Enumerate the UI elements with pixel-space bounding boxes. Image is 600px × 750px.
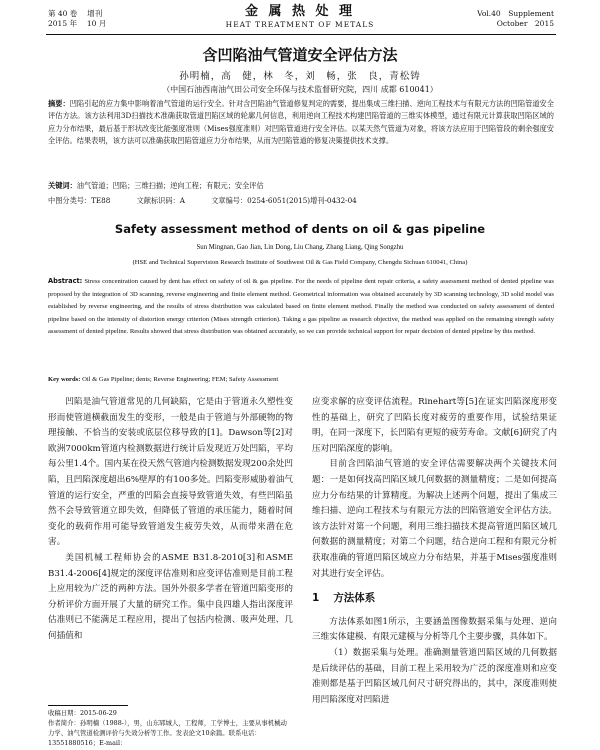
keywords-cn-label: 关键词： <box>48 181 77 190</box>
body-paragraph: 应变求解的应变评估流程。Rinehart等[5]在证实凹陷深度形变性的基础上，研究了凹陷长度对疲劳的重要作用，试验结果证明，在同一深度下，长凹陷有更短的疲劳寿命。文献[6]研究了内压对凹陷深度的影响。 <box>312 397 557 454</box>
classification-line <box>48 195 554 207</box>
footnote-rule <box>48 705 128 706</box>
received-date: 收稿日期：2015-06-29 <box>48 709 117 717</box>
body-column-left <box>48 395 293 645</box>
keywords-cn <box>48 180 554 192</box>
abstract-cn-label: 摘要： <box>48 99 70 108</box>
article-number: 文章编号：0254-6051(2015)增刊-0432-04 <box>211 196 357 205</box>
footnote <box>48 708 293 748</box>
clc-number: 中图分类号：TE88 <box>48 196 111 205</box>
keywords-en-text: Oil & Gas Pipeline; dents; Reverse Engineering; FEM; Safety Assessment <box>82 376 279 383</box>
header-volume: 第 40 卷 增刊 <box>48 9 103 18</box>
abstract-en-text: Stress concentration caused by dent has effect on safety of oil & gas pipeline. For the needs of pipeline dent repair criteria, a safety assessment method of dented pipeline was proposed by the integration of 3D scanning, reverse engineering and finite element method. Geometrical information was obtained accurately by 3D scanning technology, 3D solid model was established by reverse engineering, and the results of stress distribution was calculated based on finite element method. Finally the method was conducted on safety assessment of dented pipeline based on the intensity of distortion energy criterion (Mises strength criterion). Taking a gas pipeline as research objective, the method was applied on the remaining strength safety assessment of dented pipeline. Results showed that stress distribution was obtained accurately, so we can provide technical support for repair decision of dented pipeline by this method. <box>48 278 554 336</box>
affiliation-en: (HSE and Technical Supervision Research Institute of Southwest Oil & Gas Field Company, Chengdu Sichuan 610041, China) <box>132 259 468 266</box>
journal-name-cn: 金 属 热 处 理 <box>244 4 356 19</box>
body-column-right <box>312 395 557 708</box>
abstract-en-label: Abstract: <box>48 277 83 285</box>
section-title: 方法体系 <box>333 592 376 605</box>
body-paragraph: 目前含凹陷油气管道的安全评估需要解决两个关键技术问题：一是如何找高凹陷区域几何数据的测量精度；二是如何提高应力分布结果的计算精度。为解决上述两个问题，提出了集成三维扫描、逆向工程技术与有限元方法的凹陷管道安全评估方法。该方法针对第一个问题，利用三维扫描技术提高管道凹陷区域几何数据的测量精度；对第二个问题，结合逆向工程和有限元分析获取准确的管道凹陷区域应力分布结果，并基于Mises强度准则对其进行安全评估。 <box>312 459 557 579</box>
header-rule <box>46 34 556 35</box>
body-paragraph: （1）数据采集与处理。准确测量管道凹陷区域的几何数据是后续评估的基础，目前工程上采用较为广泛的深度准则和应变准则都是基于凹陷区域几何尺寸研究得出的，其中，深度准则使用凹陷深度对凹陷进 <box>312 647 557 705</box>
header-date-en: October 2015 <box>496 19 554 28</box>
abstract-cn <box>48 98 554 148</box>
abstract-cn-text: 凹陷引起的应力集中影响着油气管道的运行安全。针对含凹陷油气管道修复判定的需要，提出集成三维扫描、逆向工程技术与有限元方法的凹陷管道安全评估方法。该方法利用3D扫描技术准确获取管道凹陷区域的轮廓几何信息，利用逆向工程技术构建凹陷管道的三维实体模型，通过有限元计算获取凹陷区域的应力分布结果，最后基于形状改变比能强度准则（Mises强度准则）对凹陷管道进行安全评估。以某天然气管道为对象，将该方法应用于凹陷管段的剩余强度安全评估。结果表明，该方法可以准确获取凹陷管道应力分布结果，从而为凹陷管道的修复决策提供技术支撑。 <box>48 99 554 146</box>
affiliation-cn: （中国石油西南油气田公司安全环保与技术监督研究院，四川 成都 610041） <box>162 85 438 94</box>
document-code: 文献标识码：A <box>136 196 185 205</box>
authors-cn: 孙明楠，高 健，林 冬，刘 畅，张 良，青松铸 <box>179 71 421 82</box>
abstract-en <box>48 275 554 339</box>
section-number: 1 <box>312 592 320 605</box>
keywords-en <box>48 374 554 385</box>
body-paragraph: 美国机械工程师协会的ASME B31.8-2010[3]和ASME B31.4-2006[4]规定的深度评估准则和应变评估准则是目前工程上应用较为广泛的两种方法。国外外很多学者在管道凹陷变形的分析评价方面开展了大量的研究工作。集中良四雄人指出深度评估准则已不能满足工程应用，提出了包括内检测、吸声处理、几何插值和 <box>48 552 293 641</box>
header-volume-info-en <box>477 9 554 29</box>
journal-name-en: HEAT TREATMENT OF METALS <box>225 20 375 29</box>
section-heading <box>312 591 557 607</box>
paper-title-cn: 含凹陷油气管道安全评估方法 <box>202 46 398 64</box>
keywords-en-label: Key words: <box>48 376 81 383</box>
author-bio: 作者简介：孙明楠（1988-），男，山东郓城人，工程师，工学博士，主要从事机械动力学、油气管道检测评价与失效分析等工作。发表论文10余篇。联系电话：13551880516；E-mail： <box>48 719 287 747</box>
authors-en: Sun Mingnan, Gao Jian, Lin Dong, Liu Chang, Zhang Liang, Qing Songzhu <box>196 244 404 251</box>
body-paragraph: 方法体系如图1所示，主要涵盖图像数据采集与处理、逆向三维实体建模、有限元建模与分析等几个主要步骤，具体如下。 <box>312 616 557 643</box>
paper-title-en: Safety assessment method of dents on oil & gas pipeline <box>114 222 486 236</box>
body-paragraph: 凹陷是油气管道常见的几何缺陷，它是由于管道永久塑性变形而使管道横截面发生的变形，一般是由于管道与外部硬物的物理接触、不恰当的安装或底层位移导致的[1]。Dawson等[2]对欧洲7000km管道内检测数据进行统计后发现近万处凹陷，平均每公里1.4个。国内某在役天然气管道内检测数据发现200余处凹陷，且凹陷深度超出6%壁厚的有100多处。凹陷变形威胁着油气管道的运行安全，严重的凹陷会直接导致管道失效，有些凹陷虽然不会导致管道立即失效，但降低了管道的承压能力，随着时间变化的载荷作用可能导致管道发生疲劳失效，从而带来潜在危害。 <box>48 397 293 548</box>
header-date-cn: 2015 年 10 月 <box>48 19 107 28</box>
header-volume-en: Vol.40 Supplement <box>477 9 554 18</box>
keywords-cn-text: 油气管道；凹陷；三维扫描；逆向工程；有限元；安全评估 <box>76 181 264 190</box>
